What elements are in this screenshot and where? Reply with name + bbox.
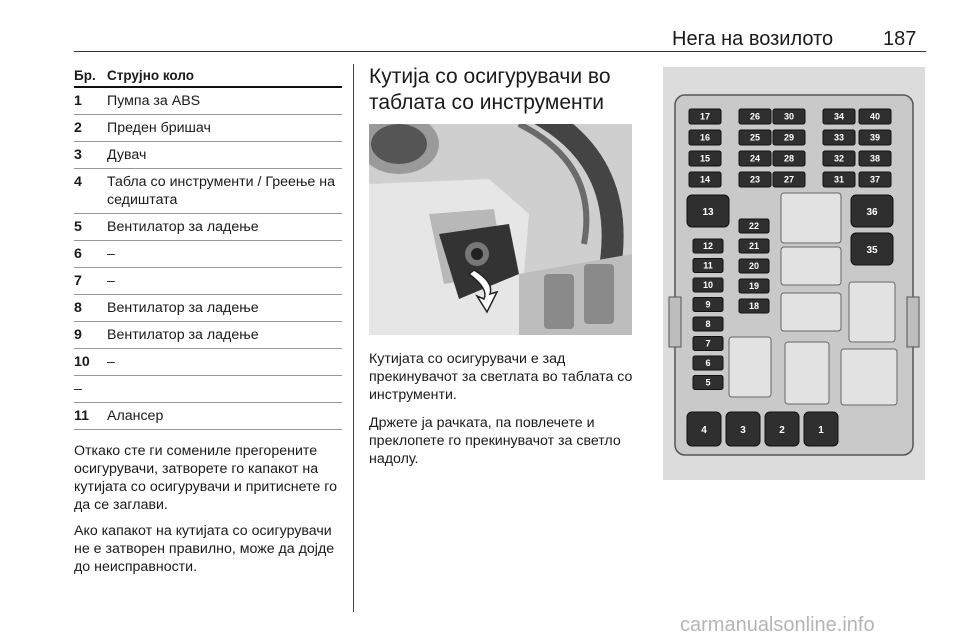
table-header [74,64,342,88]
svg-text:1: 1 [818,425,824,436]
row-circuit: – [107,273,115,289]
row-number: 11 [74,408,89,424]
fuse-9 [693,298,723,312]
fuse-20 [739,259,769,273]
svg-text:32: 32 [833,153,845,164]
fuse-27 [773,172,805,187]
fuse-2 [765,412,799,446]
svg-text:10: 10 [702,280,714,290]
page-number: 187 [883,28,917,50]
fuse-8 [693,317,723,331]
header-number: Бр. [74,67,96,83]
svg-text:25: 25 [749,132,761,143]
section-heading [369,64,637,116]
row-number: 1 [74,93,82,109]
row-circuit: Вентилатор за ладење [107,327,259,343]
paragraph-close-cover: Откако сте ги сомениле прегорените осигурувачи, затворете го капакот на кутијата со осигурувачи и притиснете го да се заглави. [74,443,337,513]
svg-text:8: 8 [705,319,711,329]
svg-text:28: 28 [783,153,795,164]
table-row-continuation: – [74,376,342,403]
fuse-15 [689,151,721,166]
svg-text:13: 13 [702,207,714,218]
fuse-38 [859,151,891,166]
fuse-5 [693,376,723,390]
fuse-1 [804,412,838,446]
table-row [74,142,342,169]
fuse-30 [773,109,805,124]
fuse-6 [693,356,723,370]
fuse-28 [773,151,805,166]
svg-text:4: 4 [701,425,707,436]
table-row [74,169,342,214]
dashboard-photo [369,124,632,335]
svg-text:36: 36 [866,207,878,218]
fuse-13 [687,195,729,227]
fuse-14 [689,172,721,187]
row-number: 4 [74,174,82,190]
fuse-24 [739,151,771,166]
fuse-33 [823,130,855,145]
paragraph-instructions: Држете ја рачката, па повлечете и преклопете го прекинувачот за светло надолу. [369,415,621,467]
table-row [74,268,342,295]
row-number: 6 [74,246,82,262]
fuse-39 [859,130,891,145]
row-number: 8 [74,300,82,316]
row-number: 7 [74,273,82,289]
svg-text:2: 2 [779,425,785,436]
svg-text:22: 22 [748,221,760,231]
svg-text:27: 27 [783,174,795,185]
fuse-40 [859,109,891,124]
fuse-3 [726,412,760,446]
table-row [74,115,342,142]
table-row [74,349,342,376]
header-circuit: Струјно коло [107,67,194,83]
fuse-4 [687,412,721,446]
svg-text:21: 21 [748,241,760,251]
svg-text:40: 40 [869,111,881,122]
table-row [74,322,342,349]
row-number: 5 [74,219,82,235]
header-divider [74,51,926,52]
fuse-7 [693,337,723,351]
svg-text:26: 26 [749,111,761,122]
section-title-line1: Кутија со осигурувачи во [369,65,611,88]
svg-text:16: 16 [699,132,711,143]
svg-text:29: 29 [783,132,795,143]
svg-text:5: 5 [705,377,711,388]
fuse-21 [739,239,769,253]
svg-text:34: 34 [833,111,845,122]
svg-text:19: 19 [748,281,760,291]
svg-text:7: 7 [705,338,711,349]
svg-text:6: 6 [705,358,711,368]
svg-text:11: 11 [703,260,713,271]
table-row [74,241,342,268]
fuse-table-column [74,64,342,576]
fuse-23 [739,172,771,187]
svg-text:14: 14 [699,174,711,185]
fuse-17 [689,109,721,124]
svg-text:18: 18 [748,301,760,311]
fuse-22 [739,219,769,233]
svg-text:15: 15 [699,153,711,164]
svg-text:24: 24 [749,153,761,164]
row-circuit: Алансер [107,408,164,424]
row-circuit: Преден бришач [107,120,211,136]
column-divider [353,64,354,612]
fuse-29 [773,130,805,145]
fuse-36 [851,195,893,227]
svg-text:35: 35 [866,245,878,256]
svg-text:17: 17 [699,111,711,122]
svg-text:23: 23 [749,174,761,185]
fuse-19 [739,279,769,293]
svg-text:9: 9 [705,299,711,310]
table-row [74,214,342,241]
svg-text:33: 33 [833,132,845,143]
row-circuit: Табла со инструменти / Греење на седиштата [107,174,335,208]
section-title-line2: таблата со инструменти [369,91,604,114]
row-circuit: – [107,354,115,370]
svg-text:38: 38 [869,153,881,164]
fuse-31 [823,172,855,187]
svg-text:20: 20 [748,261,760,271]
fuse-37 [859,172,891,187]
fuse-11 [693,259,723,273]
fuse-16 [689,130,721,145]
svg-text:39: 39 [869,132,881,143]
section-body [369,350,637,478]
row-number: 10 [74,354,90,370]
fuse-10 [693,278,723,292]
fuse-34 [823,109,855,124]
row-circuit: Вентилатор за ладење [107,219,259,235]
svg-text:30: 30 [783,111,795,122]
paragraph-location: Кутијата со осигурувачи е зад прекинувачот за светлата во таблата со инструменти. [369,351,633,403]
svg-text:12: 12 [702,241,714,251]
table-row [74,295,342,322]
row-number: 9 [74,327,82,343]
svg-text:31: 31 [833,174,845,185]
svg-text:37: 37 [869,174,881,185]
table-row [74,88,342,115]
svg-text:3: 3 [740,425,746,436]
row-number: 3 [74,147,82,163]
fuse-32 [823,151,855,166]
watermark: carmanualsonline.info [680,614,875,636]
page-header-title: Нега на возилото [672,28,834,50]
row-circuit: Дувач [107,147,147,163]
fuse-12 [693,239,723,253]
paragraph-warning: Ако капакот на кутијата со осигурувачи не е затворен правилно, може да дојде до неисправности. [74,523,335,575]
fuse-25 [739,130,771,145]
row-circuit: Пумпа за ABS [107,93,201,109]
fuse-18 [739,299,769,313]
table-row [74,403,342,430]
row-circuit: Вентилатор за ладење [107,300,259,316]
fuse-box-diagram [663,67,925,480]
fuse-26 [739,109,771,124]
row-number: 2 [74,120,82,136]
row-circuit: – [107,246,115,262]
fuse-35 [851,233,893,265]
